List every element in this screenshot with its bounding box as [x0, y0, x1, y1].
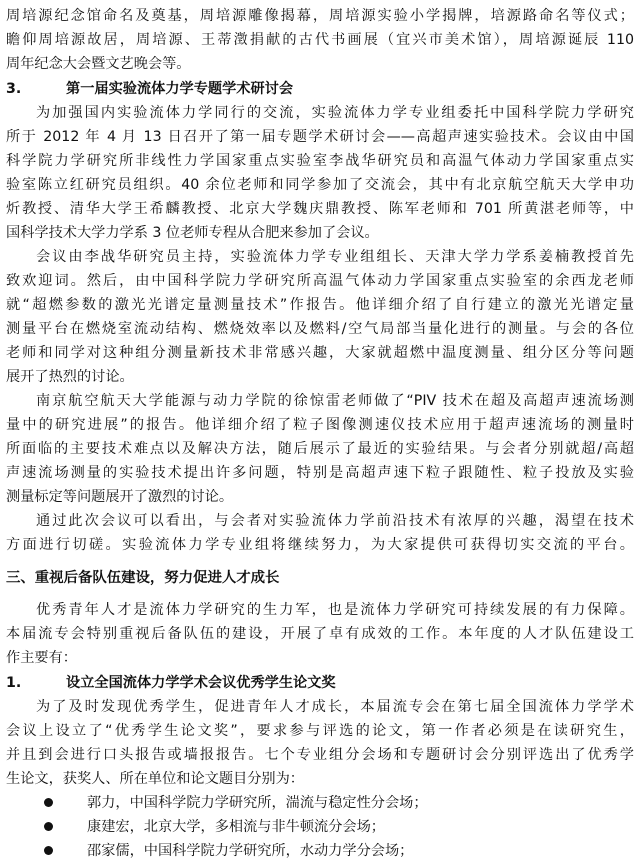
list-item: [6, 791, 634, 815]
heading-text: 第一届实验流体力学专题学术研讨会: [66, 81, 294, 97]
paragraph-line: 周培源纪念馆命名及奠基，周培源雕像揭幕，周培源实验小学揭牌，培源路命名等仪式；: [6, 8, 634, 24]
paragraph-line: 炘教授、清华大学王希麟教授、北京大学魏庆鼎教授、陈军老师和 701 所黄湛老师等，中: [6, 201, 634, 217]
heading-number: 3.: [6, 81, 22, 97]
list-item: [6, 815, 634, 839]
section-heading-3: [6, 77, 634, 101]
paragraph-line: 方面进行切磋。实验流体力学专业组将继续努力，为大家提供可获得切实交流的平台。: [6, 537, 634, 553]
paragraph-line: 作主要有：: [6, 650, 77, 666]
bullet-icon: [44, 822, 53, 831]
bullet-icon: [44, 798, 53, 807]
paragraph-line: 量中的研究进展”的报告。他详细介绍了粒子图像测速仪技术应用于超声速流场的测量时: [6, 417, 634, 433]
paragraph-line: 会议由李战华研究员主持，实验流体力学专业组组长、天津大学力学系姜楠教授首先: [36, 249, 634, 265]
paragraph-line: 瞻仰周培源故居，周培源、王蒂澂捐献的古代书画展（宜兴市美术馆），周培源诞辰 110: [6, 32, 634, 48]
paragraph-line: 优秀青年人才是流体力学研究的生力军，也是流体力学研究可持续发展的有力保障。: [36, 602, 634, 618]
paragraph-line: 测量标定等问题展开了激烈的讨论。: [6, 489, 234, 505]
paragraph-line: 所于 2012 年 4 月 13 日召开了第一届专题学术研讨会——高超声速实验技术。会议由中国: [6, 129, 634, 145]
heading-number: 1.: [6, 675, 22, 691]
subsection-heading: [6, 671, 634, 695]
paragraph-line: 测量平台在燃烧室流动结构、燃烧效率以及燃料/空气局部当量化进行的测量。与会的各位: [6, 321, 634, 337]
paragraph-line: 就“超燃参数的激光光谱定量测量技术”作报告。他详细介绍了自行建立的激光光谱定量: [6, 297, 634, 313]
paragraph-line: 展开了热烈的讨论。: [6, 369, 134, 385]
paragraph-line: 会议上设立了“优秀学生论文奖”，要求参与评选的论文，第一作者必须是在读研究生，: [6, 723, 634, 739]
paragraph-line: 并且到会进行口头报告或墙报报告。七个专业组分会场和专题研讨会分别评选出了优秀学: [6, 747, 634, 763]
paragraph-line: 国科学技术大学力学系 3 位老师专程从合肥来参加了会议。: [6, 225, 379, 241]
paragraph-line: 验室陈立红研究员组织。40 余位老师和同学参加了交流会，其中有北京航空航天大学申功: [6, 177, 634, 193]
bullet-icon: [44, 846, 53, 855]
paragraph-line: 周年纪念大会暨文艺晚会等。: [6, 56, 191, 72]
paragraph-line: 南京航空航天大学能源与动力学院的徐惊雷老师做了“PIV 技术在超及高超声速流场测: [36, 393, 634, 409]
paragraph-line: 致欢迎词。然后，由中国科学院力学研究所高温气体动力学国家重点实验室的余西龙老师: [6, 273, 634, 289]
heading-text: 设立全国流体力学学术会议优秀学生论文奖: [66, 675, 336, 691]
list-item-text: 郭力，中国科学院力学研究所，湍流与稳定性分会场；: [87, 795, 428, 811]
paragraph-line: 所面临的主要技术难点以及解决方法，随后展示了最近的实验结果。与会者分别就超/高超: [6, 441, 634, 457]
paragraph-line: 为加强国内实验流体力学同行的交流，实验流体力学专业组委托中国科学院力学研究: [36, 105, 634, 121]
paragraph-line: 通过此次会议可以看出，与会者对实验流体力学前沿技术有浓厚的兴趣，渴望在技术: [36, 513, 634, 529]
list-item: [6, 839, 634, 863]
section-heading-2: 三、重视后备队伍建设，努力促进人才成长: [6, 570, 280, 586]
list-item-text: 康建宏，北京大学，多相流与非牛顿流分会场；: [87, 819, 385, 835]
paragraph-line: 为了及时发现优秀学生，促进青年人才成长，本届流专会在第七届全国流体力学学术: [36, 699, 634, 715]
paragraph-line: 科学院力学研究所非线性力学国家重点实验室李战华研究员和高温气体动力学国家重点实: [6, 153, 634, 169]
paragraph-line: 老师和同学对这种组分测量新技术非常感兴趣，大家就超燃中温度测量、组分区分等问题: [6, 345, 634, 361]
paragraph-line: 本届流专会特别重视后备队伍的建设，开展了卓有成效的工作。本年度的人才队伍建设工: [6, 626, 634, 642]
paragraph-line: 声速流场测量的实验技术提出许多问题，特别是高超声速下粒子跟随性、粒子投放及实验: [6, 465, 634, 481]
list-item-text: 邵家儒，中国科学院力学研究所，水动力学分会场；: [87, 843, 414, 859]
paragraph-line: 生论文，获奖人、所在单位和论文题目分别为：: [6, 771, 304, 787]
